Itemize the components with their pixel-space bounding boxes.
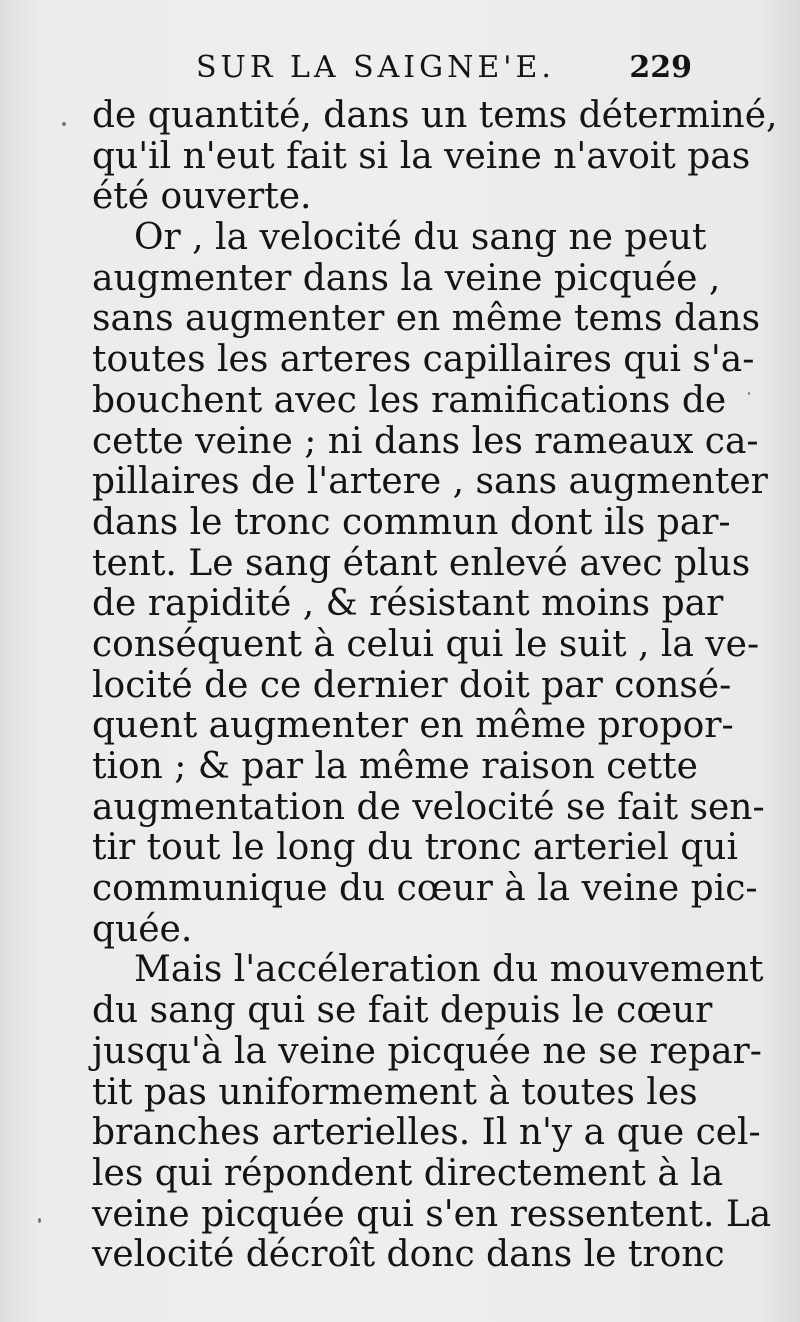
text-line: augmentation de velocité se fait sen- <box>92 786 765 828</box>
page-header <box>196 44 692 88</box>
text-line: quent augmenter en même propor- <box>92 705 734 747</box>
text-line: quée. <box>92 908 193 950</box>
body-text <box>92 95 778 1276</box>
text-line: locité de ce dernier doit par consé- <box>92 664 732 706</box>
text-line: dans le tronc commun dont ils par- <box>92 501 731 543</box>
text-line: augmenter dans la veine picquée , <box>92 257 721 299</box>
text-line: tion ; & par la même raison cette <box>92 746 698 787</box>
text-line: communique du cœur à la veine pic- <box>92 868 758 910</box>
paragraph-start-line: Mais l'accéleration du mouvement <box>134 949 764 991</box>
text-line: qu'il n'eut fait si la veine n'avoit pas <box>92 135 751 177</box>
text-line: tent. Le sang étant enlevé avec plus <box>92 542 751 584</box>
text-line: tir tout le long du tronc arteriel qui <box>92 827 738 869</box>
text-line: du sang qui se fait depuis le cœur <box>92 990 713 1032</box>
text-line: cette veine ; ni dans les rameaux ca- <box>92 420 759 462</box>
text-line: tit pas uniformement à toutes les <box>92 1071 698 1113</box>
text-line: sans augmenter en même tems dans <box>92 298 761 340</box>
text-line: pillaires de l'artere , sans augmenter <box>92 461 768 503</box>
text-line: toutes les arteres capillaires qui s'a- <box>92 339 755 381</box>
paper-speck <box>62 122 66 126</box>
running-title: SUR LA SAIGNE'E. <box>196 50 555 85</box>
text-line: les qui répondent directement à la <box>92 1152 724 1194</box>
paper-speck <box>748 392 750 395</box>
text-line: été ouverte. <box>92 176 312 218</box>
paragraph-start-line: Or , la velocité du sang ne peut <box>134 217 707 259</box>
text-line: bouchent avec les ramifications de <box>92 379 727 421</box>
paper-speck <box>38 1218 41 1223</box>
text-line: veine picquée qui s'en ressentent. La <box>92 1193 772 1235</box>
text-line: branches arterielles. Il n'y a que cel- <box>92 1112 761 1154</box>
text-line: jusqu'à la veine picquée ne se repar- <box>92 1030 762 1072</box>
page-number: 229 <box>629 50 692 85</box>
text-line: de quantité, dans un tems déterminé, <box>92 95 778 136</box>
text-line: de rapidité , & résistant moins par <box>92 583 724 625</box>
text-line: velocité décroît donc dans le tronc <box>92 1234 725 1276</box>
text-line: conséquent à celui qui le suit , la ve- <box>92 623 760 665</box>
